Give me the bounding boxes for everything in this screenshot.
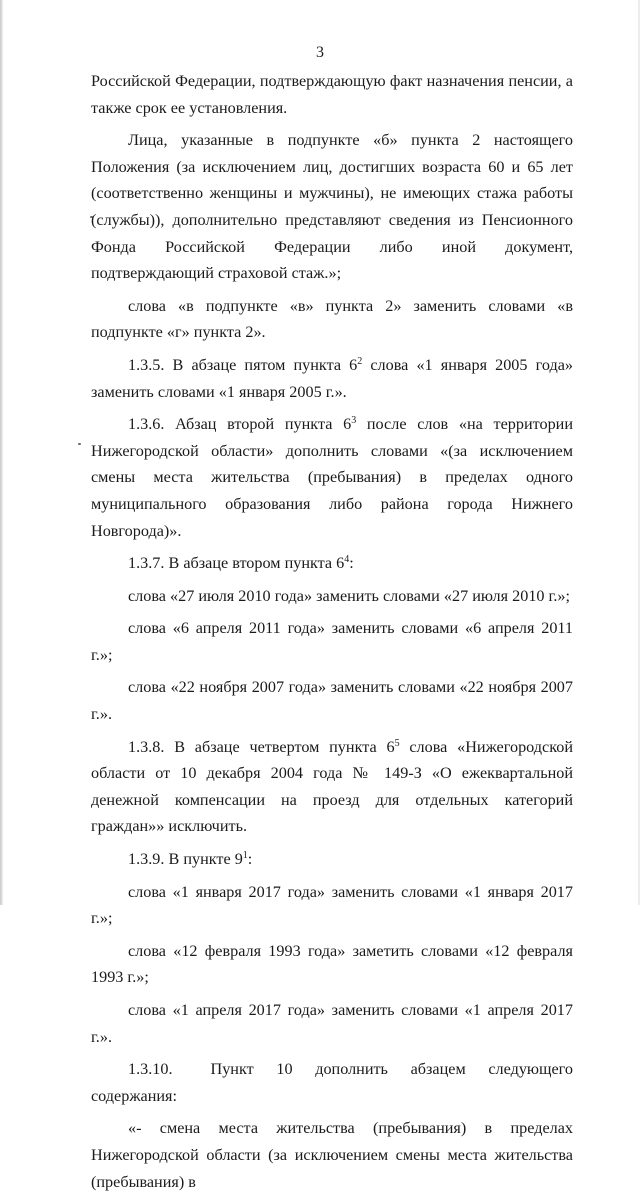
paragraph <box>91 1056 573 1109</box>
paragraph <box>91 734 573 840</box>
scan-edge-left <box>0 0 3 905</box>
paragraph-text: после слов «на территории Нижегородской области» дополнить словами «(за исключением смены места жительства (пребывания) в пределах одного муниципального образования либо района города Нижнего Новгорода)». <box>91 415 573 540</box>
paragraph-text: слова «Нижегородской области от 10 декабря 2004 года № 149-З «О ежеквартальной денежной компенсации на проезд для отдельных категорий граждан»» исключить. <box>91 737 574 836</box>
paragraph <box>91 550 573 577</box>
paragraph-text: 1.3.9. В пункте 9 <box>128 850 243 869</box>
paragraph <box>91 411 573 544</box>
paragraph-text: слова «1 января 2005 года» заменить словами «1 января 2005 г.». <box>91 355 573 401</box>
paragraph-text: 1.3.8. В абзаце четвертом пункта 6 <box>128 737 395 756</box>
superscript: 5 <box>394 737 400 749</box>
paragraph-text: 1.3.5. В абзаце пятом пункта 6 <box>128 355 358 374</box>
paragraph: «- смена места жительства (пребывания) в пределах Нижегородской области (за исключением смены места жительства (пребывания) в <box>91 1119 573 1191</box>
paragraph: слова «1 апреля 2017 года» заменить словами «1 апреля 2017 г.». <box>91 1001 573 1046</box>
paragraph-text: 1.3.10. <box>128 1060 173 1079</box>
paragraph-text: 1.3.6. Абзац второй пункта 6 <box>128 415 352 434</box>
paragraph: слова «в подпункте «в» пункта 2» заменить словами «в подпункте «г» пункта 2». <box>91 296 573 342</box>
superscript: 1 <box>242 850 248 862</box>
superscript: 2 <box>357 355 363 367</box>
paragraph-text: : <box>247 850 253 869</box>
paragraph <box>91 352 573 405</box>
paragraph: Лица, указанные в подпункте «б» пункта 2 настоящего Положения (за исключением лиц, достигших возраста 60 и 65 лет (соответственно женщины и мужчины), не имеющих стажа работы (службы)), дополнительно представляют сведения из Пенсионного Фонда Российской Федерации либо иной документ, подтверждающий страховой стаж.»; <box>91 131 573 283</box>
paragraph: слова «27 июля 2010 года» заменить словами «27 июля 2010 г.»; <box>128 586 570 605</box>
scan-speck <box>78 443 81 445</box>
paragraph-text: 1.3.7. В абзаце втором пункта 6 <box>128 554 345 573</box>
paragraph-text: Пункт 10 дополнить абзацем следующего содержания: <box>91 1060 573 1105</box>
paragraph: слова «12 февраля 1993 года» заметить словами «12 февраля 1993 г.»; <box>91 941 573 987</box>
paragraph: Российской Федерации, подтверждающую факт назначения пенсии, а также срок ее установления. <box>91 72 573 117</box>
superscript: 4 <box>344 554 350 566</box>
paragraph-text: : <box>349 554 354 573</box>
paragraph <box>91 846 573 873</box>
superscript: 3 <box>351 415 357 427</box>
document-body <box>91 68 573 1195</box>
page-number: 3 <box>316 44 324 61</box>
paragraph: слова «22 ноября 2007 года» заменить словами «22 ноября 2007 г.». <box>91 678 573 724</box>
paragraph: слова «1 января 2017 года» заменить словами «1 января 2017 г.»; <box>91 882 573 928</box>
paragraph: слова «6 апреля 2011 года» заменить словами «6 апреля 2011 г.»; <box>91 619 573 664</box>
